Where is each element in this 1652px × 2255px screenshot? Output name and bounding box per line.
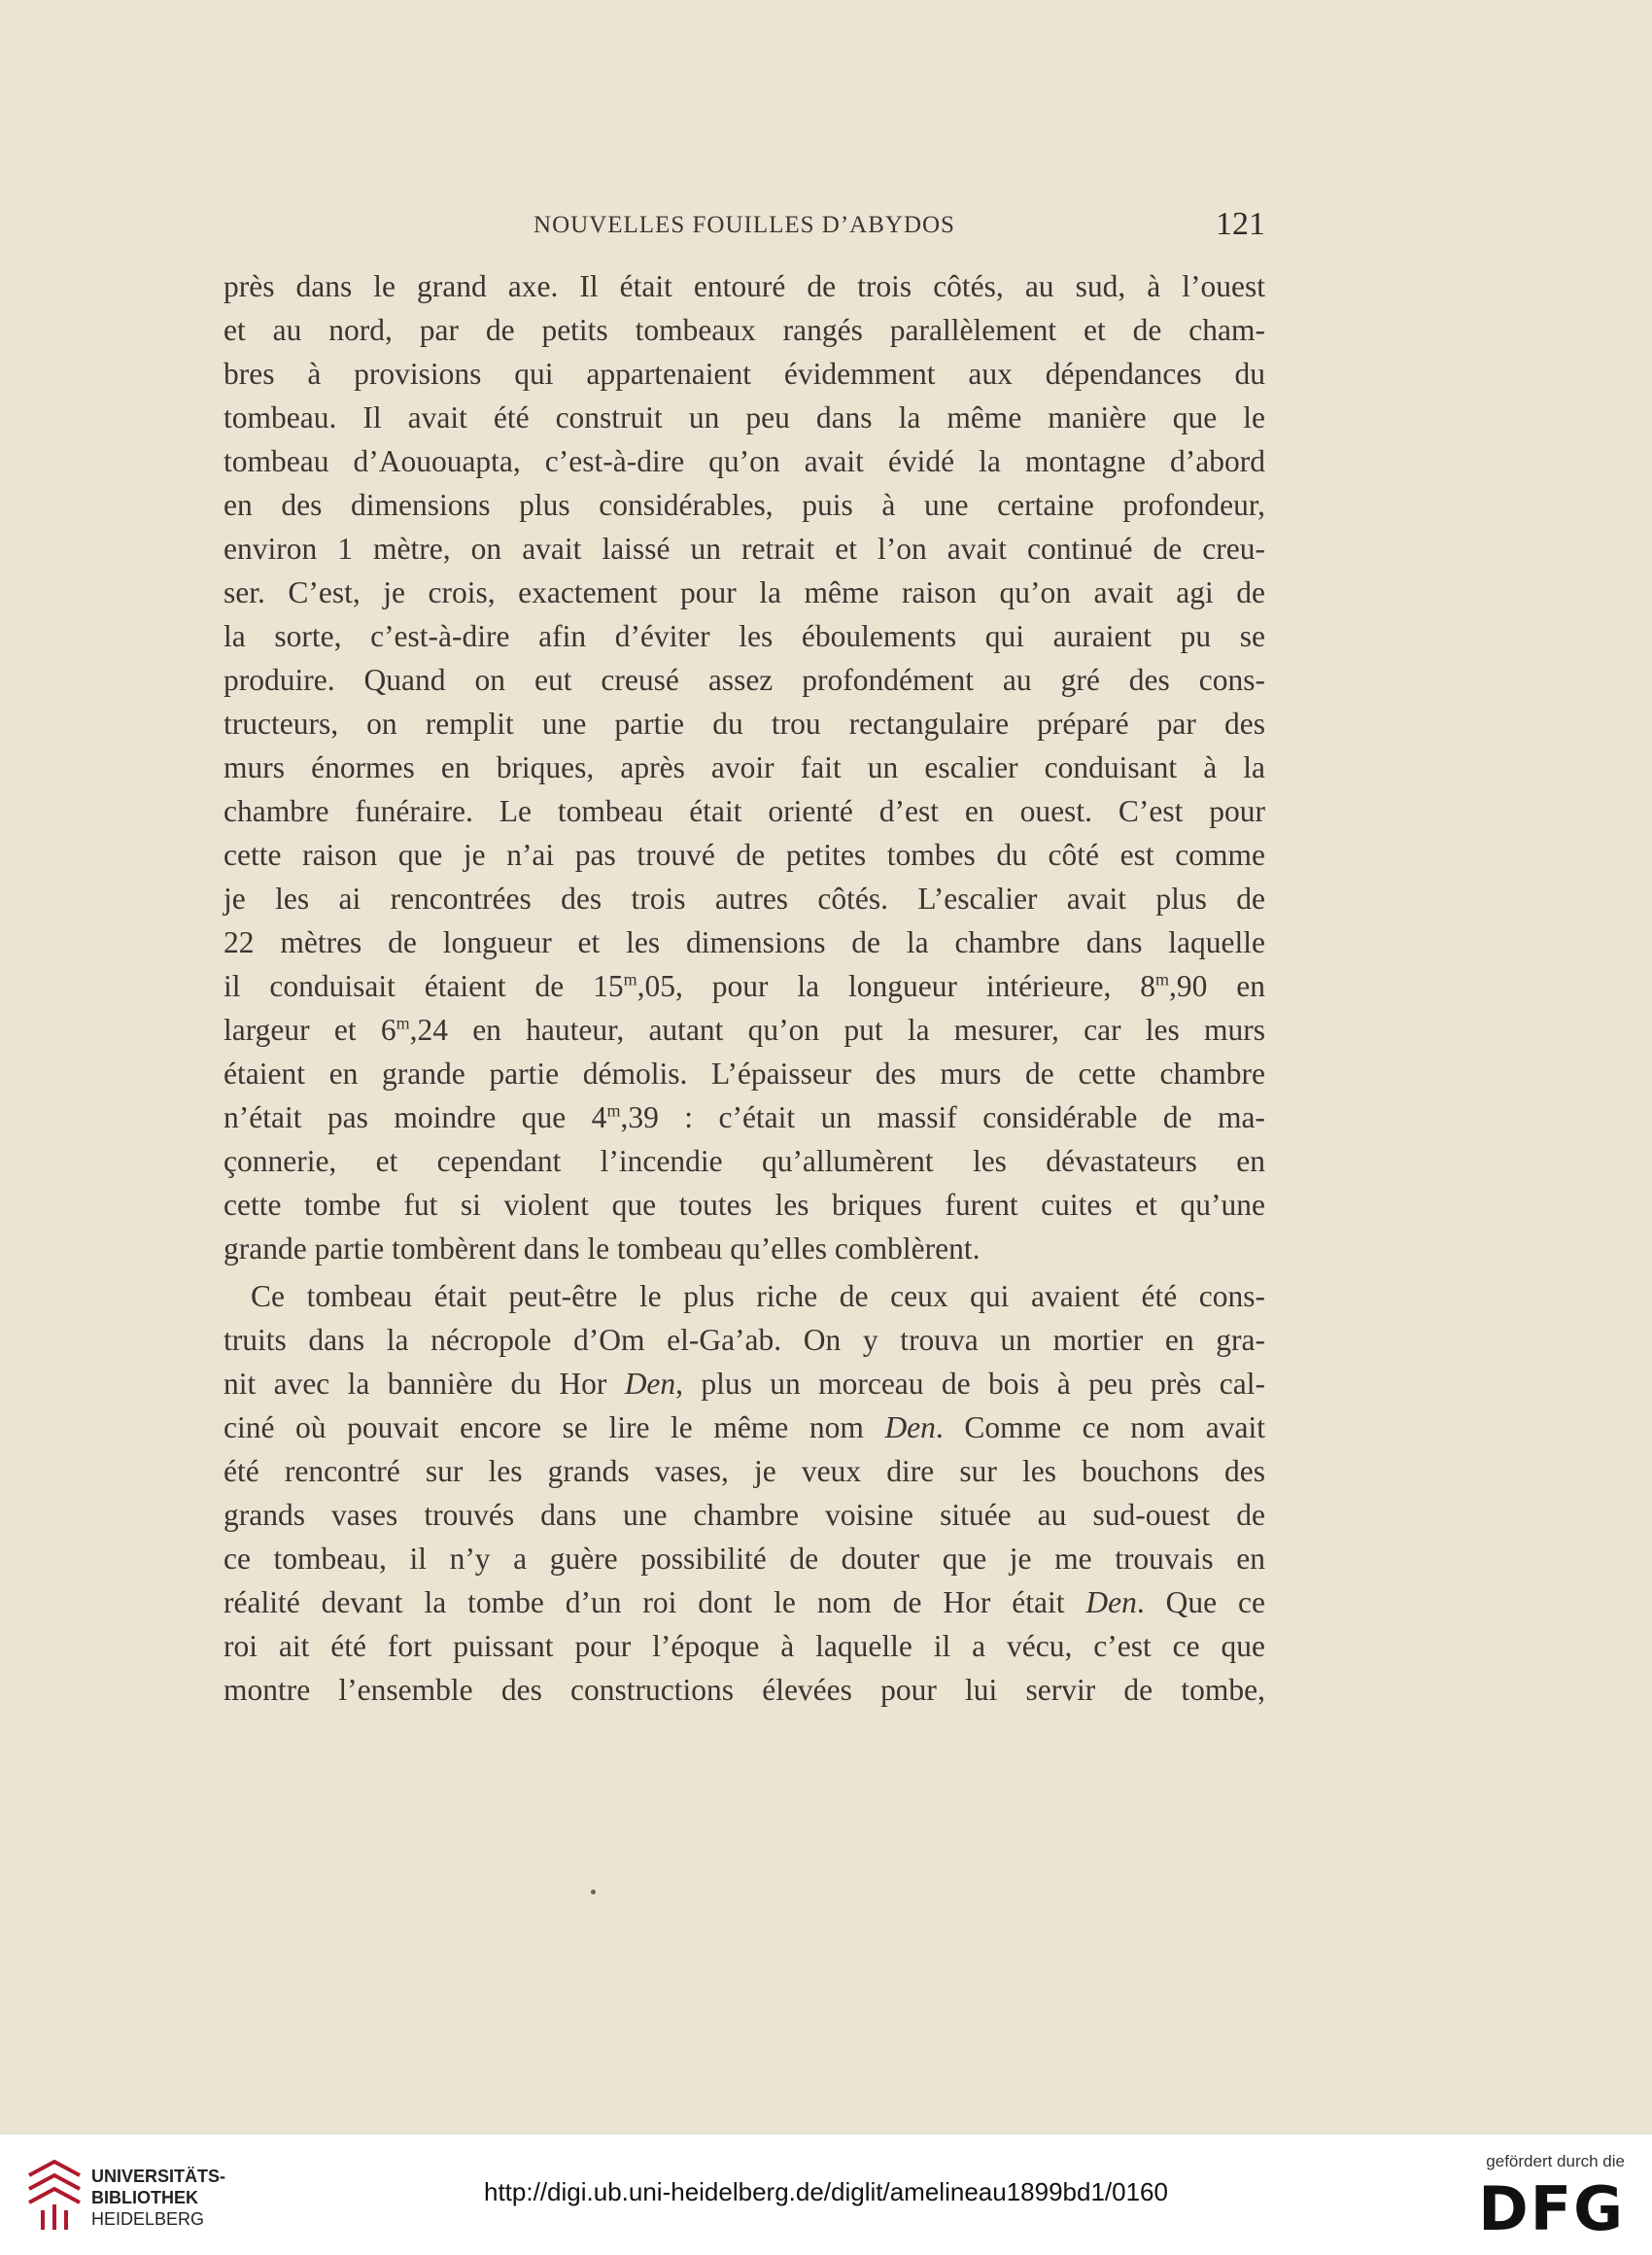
- library-logo-icon: [21, 2156, 89, 2234]
- page-header: [224, 206, 1265, 251]
- text-line: environ 1 mètre, on avait laissé un retrait et l’on avait continué de creu-: [224, 532, 1265, 566]
- text-line: la sorte, c’est-à-dire afin d’éviter les éboulements qui auraient pu se: [224, 619, 1265, 653]
- unit-superscript: m: [623, 969, 637, 989]
- text-line: montre l’ensemble des constructions élevées pour lui servir de tombe,: [224, 1673, 1265, 1707]
- page-number: 121: [1216, 206, 1265, 242]
- text-line: n’était pas moindre que 4$^m$,39 : c’était un massif considérable de ma-: [224, 1100, 1266, 1134]
- permalink-url[interactable]: http://digi.ub.uni-heidelberg.de/diglit/amelineau1899bd1/0160: [484, 2177, 1168, 2206]
- text-line: ce tombeau, il n’y a guère possibilité de douter que je me trouvais en: [224, 1542, 1265, 1576]
- text-line: roi ait été fort puissant pour l’époque à laquelle il a vécu, c’est ce que: [224, 1629, 1265, 1663]
- library-name: UNIVERSITÄTS- BIBLIOTHEK HEIDELBERG: [91, 2167, 226, 2229]
- paragraph-1: [224, 264, 1265, 1270]
- text-line: je les ai rencontrées des trois autres côtés. L’escalier avait plus de: [224, 882, 1265, 916]
- text-line: ciné où pouvait encore se lire le même nom Den. Comme ce nom avait: [224, 1410, 1266, 1444]
- text-line: cette tombe fut si violent que toutes les briques furent cuites et qu’une: [224, 1188, 1265, 1222]
- text-line: ser. C’est, je crois, exactement pour la même raison qu’on avait agi de: [224, 575, 1265, 609]
- text-line: nit avec la bannière du Hor Den, plus un morceau de bois à peu près cal-: [224, 1367, 1265, 1401]
- unit-superscript: m: [1155, 969, 1170, 989]
- text-line: grands vases trouvés dans une chambre voisine située au sud-ouest de: [224, 1498, 1265, 1532]
- royal-name: Den: [884, 1410, 936, 1444]
- text-line: bres à provisions qui appartenaient évidemment aux dépendances du: [224, 357, 1265, 391]
- text-line: murs énormes en briques, après avoir fait un escalier conduisant à la: [224, 750, 1265, 784]
- text-line: largeur et 6$^m$,24 en hauteur, autant qu’on put la mesurer, car les murs: [224, 1013, 1266, 1047]
- royal-name: Den: [1085, 1585, 1137, 1619]
- text-line: il conduisait étaient de 15$^m$,05, pour la longueur intérieure, 8$^m$,90 en: [224, 969, 1265, 1003]
- text-line: été rencontré sur les grands vases, je veux dire sur les bouchons des: [224, 1454, 1265, 1488]
- digitization-footer: [0, 2134, 1652, 2255]
- running-title: NOUVELLES FOUILLES D’ABYDOS: [533, 212, 955, 238]
- paragraph-2: [224, 1274, 1265, 1712]
- text-line: Ce tombeau était peut-être le plus riche de ceux qui avaient été cons-: [251, 1279, 1265, 1313]
- text-line: étaient en grande partie démolis. L’épaisseur des murs de cette chambre: [224, 1057, 1265, 1091]
- body-text: [224, 264, 1265, 1712]
- royal-name: Den: [624, 1367, 676, 1401]
- dfg-logo: DFG: [1478, 2173, 1625, 2244]
- text-line: çonnerie, et cependant l’incendie qu’allumèrent les dévastateurs en: [224, 1144, 1265, 1178]
- text-line: tombeau. Il avait été construit un peu dans la même manière que le: [224, 400, 1265, 434]
- text-line: près dans le grand axe. Il était entouré de trois côtés, au sud, à l’ouest: [224, 269, 1265, 303]
- text-line: et au nord, par de petits tombeaux rangés parallèlement et de cham-: [224, 313, 1265, 347]
- text-line: produire. Quand on eut creusé assez profondément au gré des cons-: [224, 663, 1265, 697]
- text-line: tructeurs, on remplit une partie du trou rectangulaire préparé par des: [224, 707, 1265, 741]
- unit-superscript: m: [606, 1100, 621, 1121]
- text-line: cette raison que je n’ai pas trouvé de petites tombes du côté est comme: [224, 838, 1265, 872]
- text-line: grande partie tombèrent dans le tombeau qu’elles comblèrent.: [224, 1232, 981, 1266]
- text-line: tombeau d’Aououapta, c’est-à-dire qu’on avait évidé la montagne d’abord: [224, 444, 1265, 478]
- ink-speck: [591, 1890, 596, 1894]
- funded-by-label: gefördert durch die: [1486, 2152, 1625, 2170]
- text-line: truits dans la nécropole d’Om el-Ga’ab. On y trouva un mortier en gra-: [224, 1323, 1265, 1357]
- text-line: 22 mètres de longueur et les dimensions de la chambre dans laquelle: [224, 925, 1265, 959]
- unit-superscript: m: [396, 1013, 410, 1033]
- text-line: réalité devant la tombe d’un roi dont le nom de Hor était Den. Que ce: [224, 1585, 1265, 1619]
- text-line: chambre funéraire. Le tombeau était orienté d’est en ouest. C’est pour: [224, 794, 1265, 828]
- text-line: en des dimensions plus considérables, puis à une certaine profondeur,: [224, 488, 1265, 522]
